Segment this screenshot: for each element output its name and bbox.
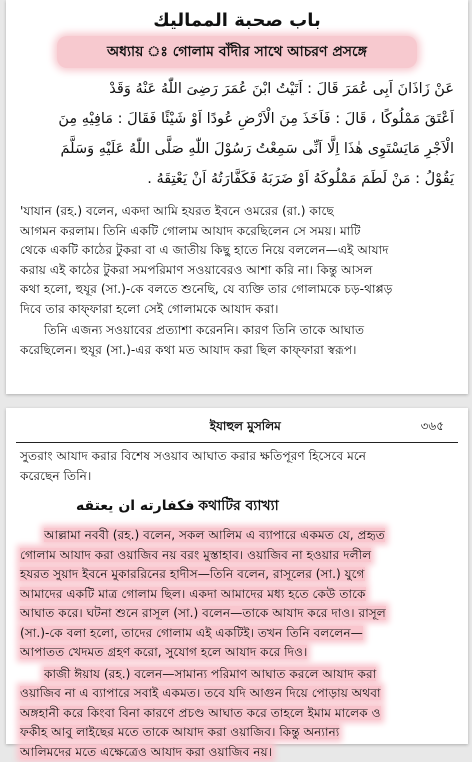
highlighted-line: আলিমদের মতে এক্ষেত্রেও আযাদ করা ওয়াজিব নয়। bbox=[20, 745, 272, 759]
highlighted-line: আমাদের একটি মাত্র গোলাম ছিল। একদা আমাদের মধ্য হতে কেউ তাকে bbox=[20, 587, 366, 601]
bottom-page bbox=[6, 408, 468, 744]
text-line: করায় এই কাঠের টুকরা সমপরিমাণ সওয়াবেরও আশা করি না। কিন্তু আসল bbox=[20, 261, 454, 281]
highlighted-line: আপাতত খেদমত গ্রহণ করো, সুযোগ হলে আযাদ করে দিও। bbox=[20, 645, 307, 659]
highlighted-line: আঘাত করে। ঘটনা শুনে রাসূল (সা.) বলেন—তাকে আযাদ করে দাও। রাসূল bbox=[20, 606, 386, 620]
highlighted-line: ওয়াজিব না এ ব্যাপারে সবাই একমত। তবে যদি আগুন দিয়ে পোড়ায় অথবা bbox=[20, 686, 381, 700]
text-line: আগমন করলাম। তিনি একটি গোলাম আযাদ করেছিলেন সে সময়। মাটি bbox=[20, 222, 454, 242]
page-number: ৩৬৫ bbox=[421, 418, 444, 438]
text-line: থেকে একটি কাঠের টুকরা বা এ জাতীয় কিছু হাতে নিয়ে বললেন—এই আযাদ bbox=[20, 241, 454, 261]
top-page bbox=[6, 0, 468, 394]
highlighted-line: অঙ্গহানী করে কিংবা বিনা কারণে প্রচণ্ড আঘাত করে তাহলে ইমাম মালেক ও bbox=[20, 706, 381, 720]
text-line: দিবে তার কাফ্ফারা হলো সেই গোলামকে আযাদ করা। bbox=[20, 300, 454, 320]
highlighted-line: গোলাম আযাদ করা ওয়াজিব নয় বরং মুস্তাহাব। ওয়াজিব না হওয়ার দলীল bbox=[20, 548, 371, 562]
translation-paragraph bbox=[6, 202, 468, 319]
subheading-arabic: فكفارته ان يعتقه bbox=[76, 498, 194, 514]
highlighted-paragraph-iyad bbox=[6, 665, 468, 762]
text-line: সুতরাং আযাদ করার বিশেষ সওয়াব আঘাত করার ক্ষতিপূরণ হিসেবে মনে bbox=[20, 447, 454, 467]
highlighted-line: ফকীহ আবু লাইছের মতে তাকে আযাদ করা ওয়াজিব। কিন্তু অন্যান্য bbox=[20, 725, 339, 739]
highlighted-line: হযরত সুয়াদ ইবনে মুকাররিনের হাদীস—তিনি বলেন, রাসূলের (সা.) যুগে bbox=[20, 567, 365, 581]
running-head bbox=[16, 408, 458, 443]
text-line: করেছেন তিনি। bbox=[20, 467, 454, 487]
chapter-title: باب صحبة المماليك bbox=[6, 0, 468, 36]
intro-paragraph bbox=[6, 447, 468, 486]
section-heading: অধ্যায় ঃ গোলাম বাঁদীর সাথে আচরণ প্রসঙ্গে bbox=[57, 36, 417, 68]
arabic-line: عَنْ زَاذَانَ اَبِى عُمَرَ قَالَ : اَتَيْتُ ابْنَ عُمَرَ رَضِىَ اللّٰهُ عَنْهُ وَقَدْ bbox=[20, 74, 454, 104]
arabic-line: اَعْتَقَ مَمْلُوكًا ، قَالَ : فَاَخَذَ مِنَ الْاَرْضِ عُودًا اَوْ شَيْئًا فَقَالَ : مَافِيْهِ مِنَ bbox=[20, 104, 454, 134]
highlighted-line: আল্লামা নববী (রহ.) বলেন, সকল আলিম এ ব্যাপারে একমত যে, প্রহৃত bbox=[44, 528, 385, 542]
highlighted-paragraph-nawawi bbox=[6, 526, 468, 663]
book-title: ইযাহুল মুসলিম bbox=[70, 418, 421, 438]
arabic-hadith-text bbox=[6, 68, 468, 194]
arabic-line: يَقُوْلُ : مَنْ لَطَمَ مَمْلُوكَهُ اَوْ ضَرَبَهُ فَكَفَّارَتُهُ اَنْ يَعْتِقَهُ . bbox=[20, 164, 454, 194]
text-line: তিনি এজন্য সওয়াবের প্রত্যাশা করেননি। কারণ তিনি তাকে আঘাত bbox=[20, 321, 454, 341]
text-line: করেছিলেন। হুযূর (সা.)-এর কথা মত আযাদ করা ছিল কাফ্ফারা স্বরূপ। bbox=[20, 341, 454, 361]
highlighted-line: (সা.)-কে বলা হলো, তাদের গোলাম এই একটিই। তখন তিনি বললেন— bbox=[20, 626, 363, 640]
subheading bbox=[6, 486, 468, 522]
text-line: 'যাযান (রহ.) বলেন, একদা আমি হযরত ইবনে ওমরের (রা.) কাছে bbox=[20, 202, 454, 222]
highlighted-line: কাজী ঈয়ায (রহ.) বলেন—সামান্য পরিমাণ আঘাত করলে আযাদ করা bbox=[44, 667, 376, 681]
text-line: কথা হলো, হুযূর (সা.)-কে বলতে শুনেছি, যে ব্যক্তি তার গোলামকে চড়-থাপ্পড় bbox=[20, 280, 454, 300]
subheading-bangla: কথাটির ব্যাখ্যা bbox=[198, 498, 278, 514]
arabic-line: الْاَجْرِ مَايَسْتَوِى هٰذَا اِلَّا اَنِّى سَمِعْتُ رَسُوْلَ اللّٰهِ صَلَّى اللّٰهُ عَلَيْهِ وَسَلَّمَ bbox=[20, 134, 454, 164]
explanation-paragraph bbox=[6, 321, 468, 360]
